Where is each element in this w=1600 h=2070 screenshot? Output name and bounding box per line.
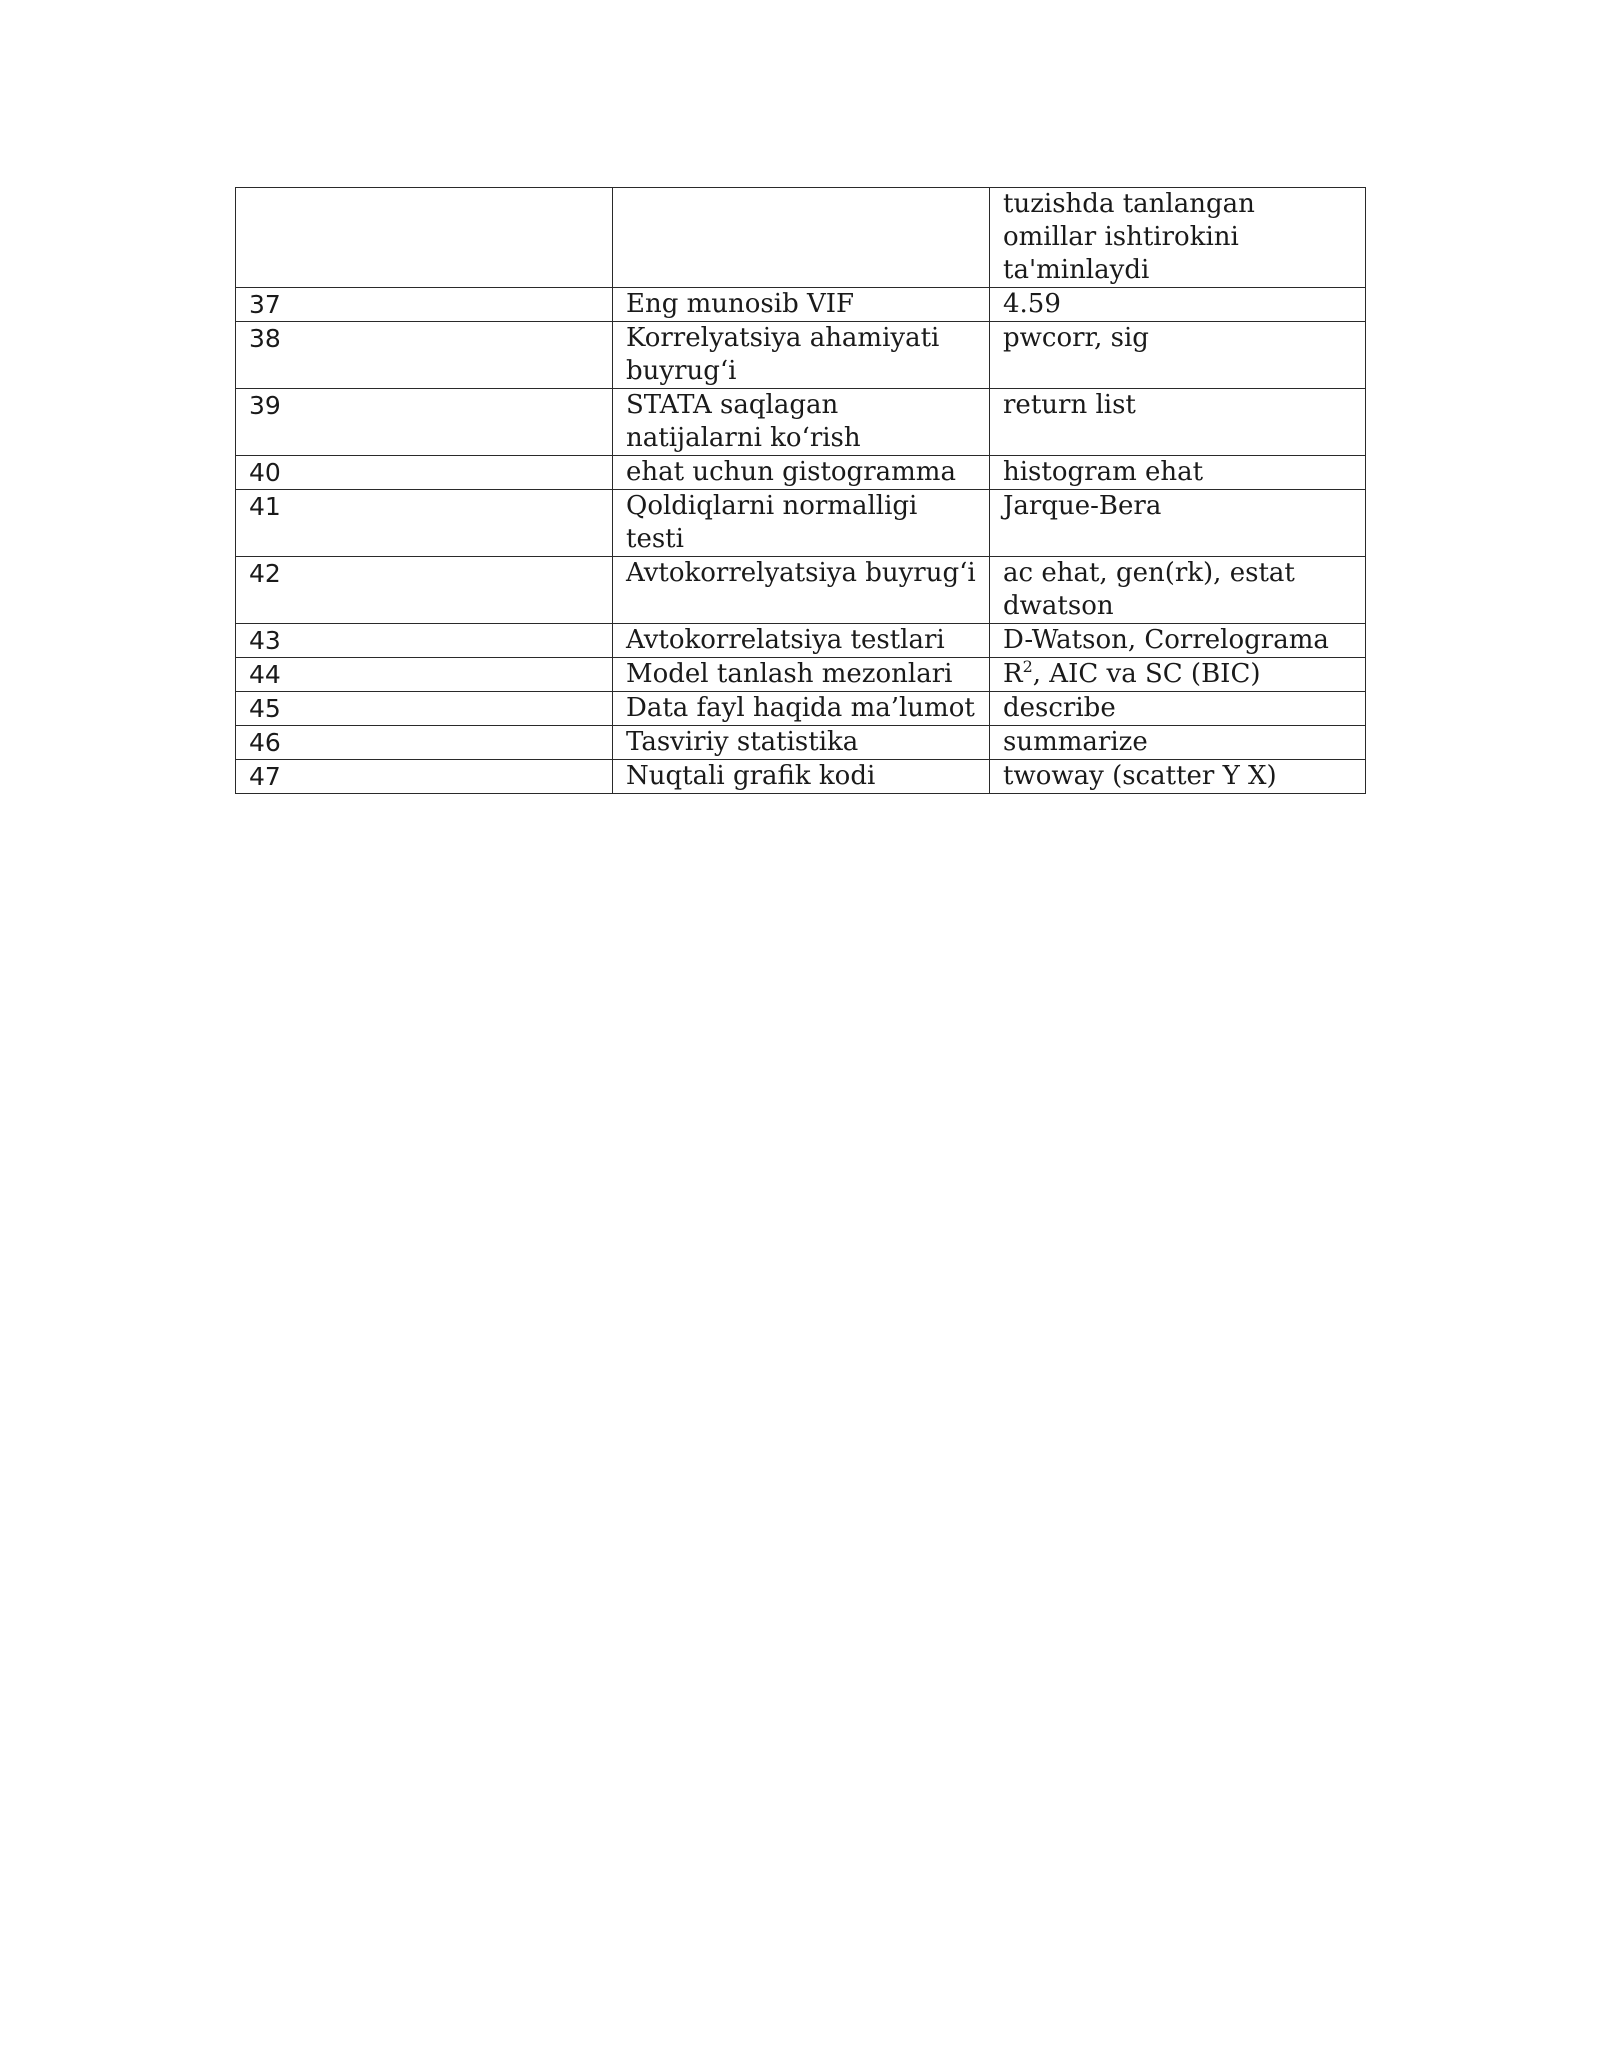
answer-superscript: 2 xyxy=(1022,657,1033,676)
table-row xyxy=(236,624,1366,658)
answer-cell: summarize xyxy=(990,726,1366,760)
row-number-cell xyxy=(236,188,613,288)
question-cell: Avtokorrelyatsiya buyrug‘i xyxy=(613,557,990,624)
answer-cell: ac ehat, gen(rk), estat dwatson xyxy=(990,557,1366,624)
table-row xyxy=(236,389,1366,456)
answer-cell: pwcorr, sig xyxy=(990,322,1366,389)
question-cell: Data fayl haqida ma’lumot xyxy=(613,692,990,726)
row-number-cell: 42 xyxy=(236,557,613,624)
table-row xyxy=(236,557,1366,624)
table-row xyxy=(236,322,1366,389)
row-number-cell: 38 xyxy=(236,322,613,389)
question-cell: Nuqtali grafik kodi xyxy=(613,760,990,794)
answer-base-text: R xyxy=(1003,659,1023,689)
row-number-cell: 45 xyxy=(236,692,613,726)
row-number-cell: 46 xyxy=(236,726,613,760)
question-cell: Korrelyatsiya ahamiyati buyrug‘i xyxy=(613,322,990,389)
row-number-cell: 44 xyxy=(236,658,613,692)
row-number-cell: 39 xyxy=(236,389,613,456)
question-cell: STATA saqlagan natijalarni ko‘rish xyxy=(613,389,990,456)
question-cell: ehat uchun gistogramma xyxy=(613,456,990,490)
question-cell: Eng munosib VIF xyxy=(613,288,990,322)
table-row xyxy=(236,288,1366,322)
row-number-cell: 43 xyxy=(236,624,613,658)
answer-cell: 4.59 xyxy=(990,288,1366,322)
table-row xyxy=(236,188,1366,288)
question-cell xyxy=(613,188,990,288)
answer-cell: Jarque-Bera xyxy=(990,490,1366,557)
answer-cell: tuzishda tanlangan omillar ishtirokini ta'minlaydi xyxy=(990,188,1366,288)
answer-cell: describe xyxy=(990,692,1366,726)
question-cell: Avtokorrelatsiya testlari xyxy=(613,624,990,658)
row-number-cell: 40 xyxy=(236,456,613,490)
question-cell: Model tanlash mezonlari xyxy=(613,658,990,692)
table-row xyxy=(236,490,1366,557)
answer-cell: twoway (scatter Y X) xyxy=(990,760,1366,794)
table-row xyxy=(236,456,1366,490)
row-number-cell: 37 xyxy=(236,288,613,322)
answer-rest-text: , AIC va SC (BIC) xyxy=(1032,659,1261,689)
table-row xyxy=(236,760,1366,794)
table-row xyxy=(236,726,1366,760)
question-cell: Qoldiqlarni normalligi testi xyxy=(613,490,990,557)
table-row xyxy=(236,692,1366,726)
answer-cell xyxy=(990,658,1366,692)
question-cell: Tasviriy statistika xyxy=(613,726,990,760)
table-row xyxy=(236,658,1366,692)
row-number-cell: 47 xyxy=(236,760,613,794)
row-number-cell: 41 xyxy=(236,490,613,557)
answer-cell: histogram ehat xyxy=(990,456,1366,490)
answer-cell: D-Watson, Correlograma xyxy=(990,624,1366,658)
answer-cell: return list xyxy=(990,389,1366,456)
qa-table xyxy=(235,187,1366,794)
